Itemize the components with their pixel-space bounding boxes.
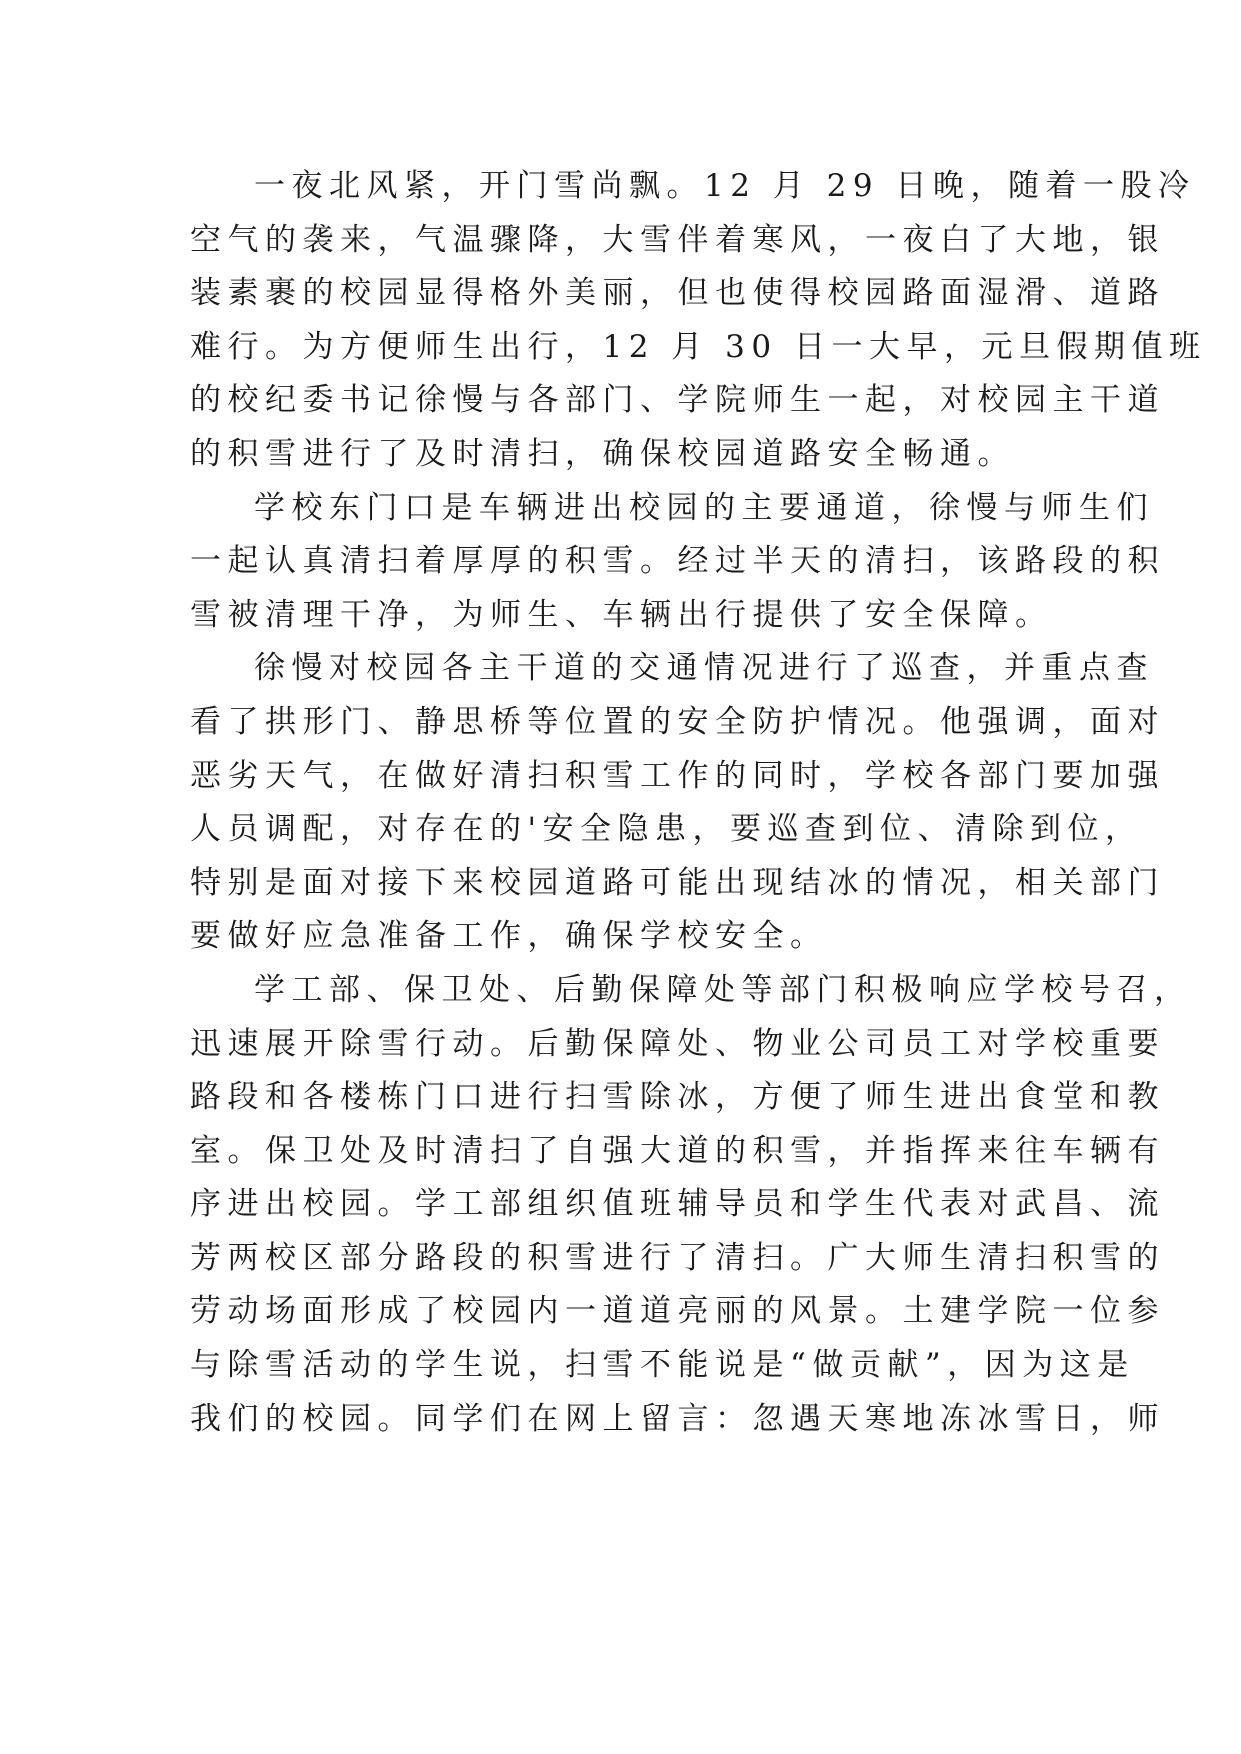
- paragraph-4-line-1: 学工部、保卫处、后勤保障处等部门积极响应学校号召，: [254, 971, 1192, 1008]
- document-body: [190, 160, 1207, 1446]
- paragraph-2-line-1: 学校东门口是车辆进出校园的主要通道，徐慢与师生们: [254, 489, 1154, 526]
- paragraph-1-line-6: 的积雪进行了及时清扫，确保校园道路安全畅通。: [190, 435, 1015, 472]
- paragraph-4-line-5: 序进出校园。学工部组织值班辅导员和学生代表对武昌、流: [190, 1186, 1165, 1223]
- paragraph-3-line-5: 特别是面对接下来校园道路可能出现结冰的情况，相关部门: [190, 864, 1165, 901]
- paragraph-3-line-1: 徐慢对校园各主干道的交通情况进行了巡查，并重点查: [254, 650, 1154, 687]
- paragraph-4-line-7: 劳动场面形成了校园内一道道亮丽的风景。土建学院一位参: [190, 1293, 1165, 1330]
- paragraph-4-line-3: 路段和各楼栋门口进行扫雪除冰，方便了师生进出食堂和教: [190, 1079, 1165, 1116]
- paragraph-2-line-3: 雪被清理干净，为师生、车辆出行提供了安全保障。: [190, 596, 1053, 633]
- paragraph-1-line-4: 难行。为方便师生出行，12 月 30 日一大早，元旦假期值班: [190, 328, 1207, 365]
- paragraph-1-line-2: 空气的袭来，气温骤降，大雪伴着寒风，一夜白了大地，银: [190, 221, 1165, 258]
- paragraph-4-line-9: 我们的校园。同学们在网上留言：忽遇天寒地冻冰雪日，师: [190, 1400, 1165, 1437]
- paragraph-4-line-8: 与除雪活动的学生说，扫雪不能说是“做贡献”，因为这是: [190, 1347, 1135, 1384]
- paragraph-1-line-3: 装素裹的校园显得格外美丽，但也使得校园路面湿滑、道路: [190, 275, 1165, 312]
- paragraph-1-line-1: 一夜北风紧，开门雪尚飘。12 月 29 日晚，随着一股冷: [254, 168, 1196, 204]
- paragraph-4-line-4: 室。保卫处及时清扫了自强大道的积雪，并指挥来往车辆有: [190, 1132, 1165, 1169]
- paragraph-4-line-6: 芳两校区部分路段的积雪进行了清扫。广大师生清扫积雪的: [190, 1239, 1165, 1276]
- paragraph-3-line-3: 恶劣天气，在做好清扫积雪工作的同时，学校各部门要加强: [190, 757, 1165, 794]
- paragraph-1-line-5: 的校纪委书记徐慢与各部门、学院师生一起，对校园主干道: [190, 382, 1165, 419]
- paragraph-2-line-2: 一起认真清扫着厚厚的积雪。经过半天的清扫，该路段的积: [190, 543, 1165, 580]
- paragraph-3-line-2: 看了拱形门、静思桥等位置的安全防护情况。他强调，面对: [190, 703, 1165, 740]
- paragraph-3-line-6: 要做好应急准备工作，确保学校安全。: [190, 918, 828, 955]
- paragraph-4-line-2: 迅速展开除雪行动。后勤保障处、物业公司员工对学校重要: [190, 1025, 1165, 1062]
- paragraph-3-line-4: 人员调配，对存在的'安全隐患，要巡查到位、清除到位，: [190, 811, 1143, 848]
